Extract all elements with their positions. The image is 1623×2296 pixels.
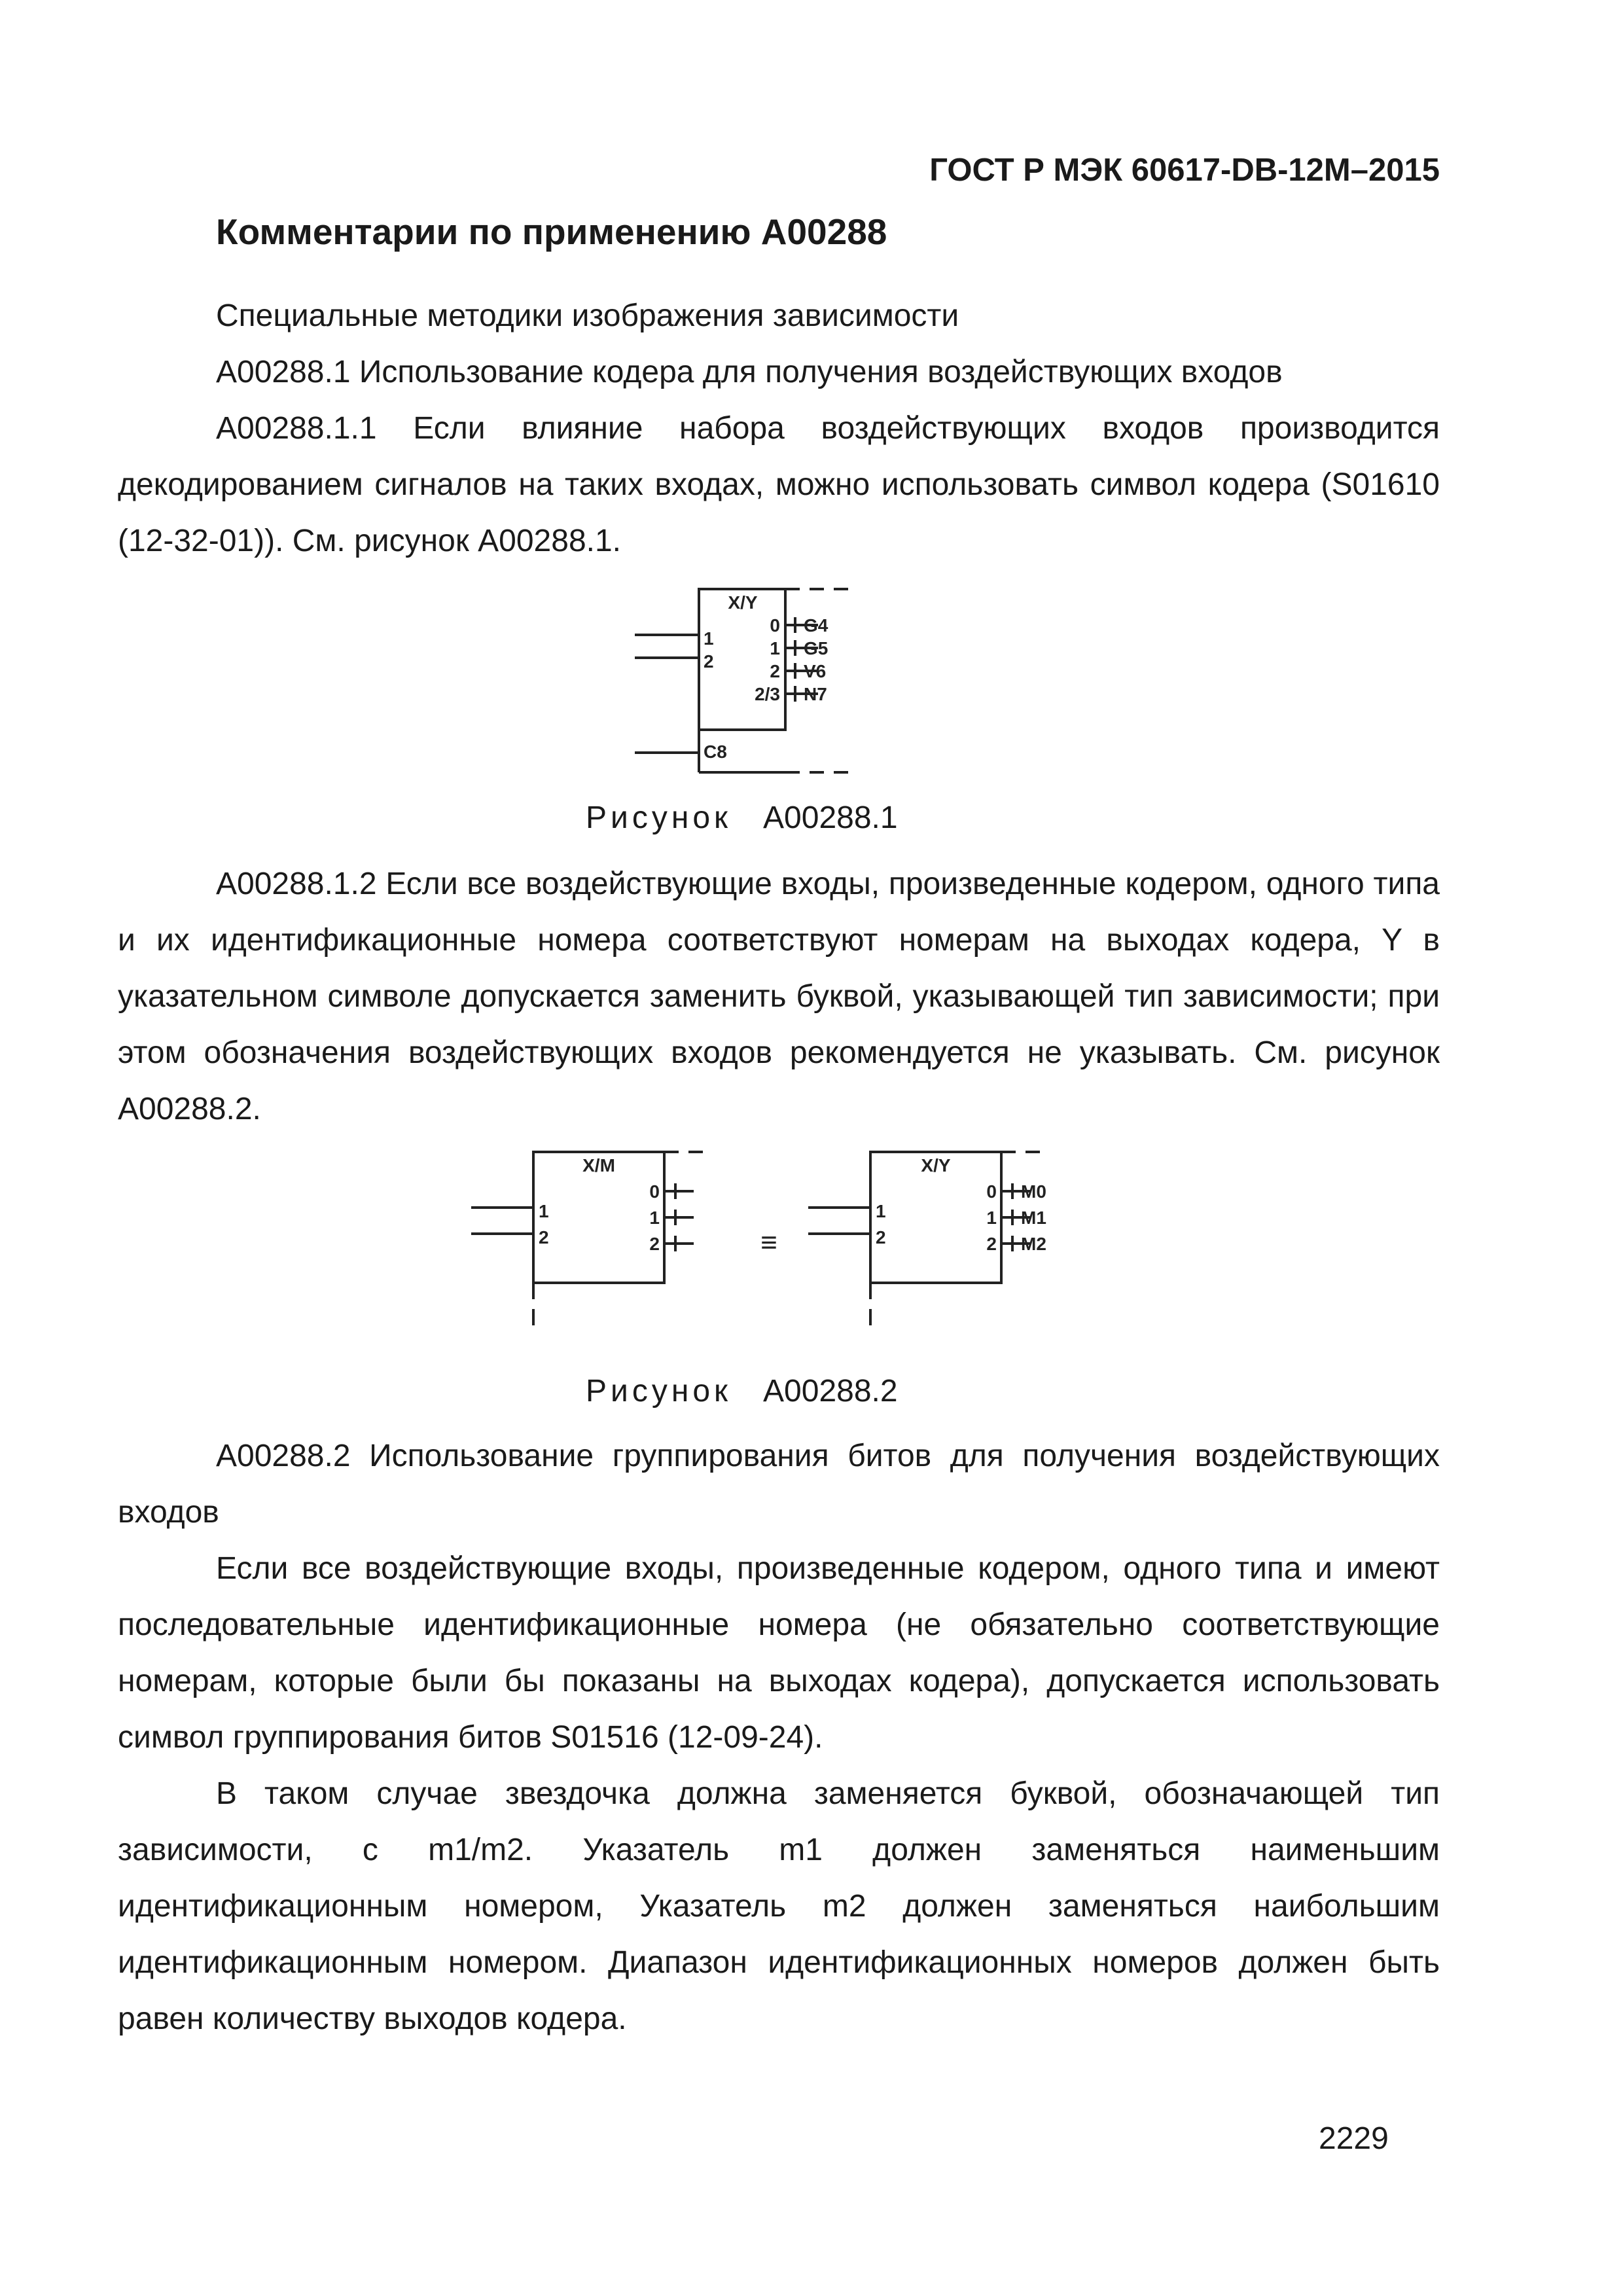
fig2-left-output: 0 — [649, 1181, 660, 1202]
figure-a00288-2-caption — [586, 1373, 898, 1409]
caption-id: A00288.1 — [763, 800, 898, 835]
figure-a00288-1-diagram — [628, 579, 916, 782]
paragraph-a00288-1-2: A00288.1.2 Если все воздействующие входы, произведенные кодером, одного типа и их идентификационные номера соответствуют номерам на выходах кодера, Y в указательном символе допускается заменить буквой, указывающей тип зависимости; при этом обозначения воздействующих входов рекомендуется не указывать. См. рисунок A00288.2. — [118, 867, 1440, 1126]
fig1-output-label: G4 — [804, 615, 829, 636]
fig2-right-output-label: M0 — [1021, 1181, 1046, 1202]
fig2-right-input-1: 1 — [876, 1201, 886, 1221]
text-block-intro — [118, 288, 1440, 569]
standard-code-header: ГОСТ Р МЭК 60617-DB-12M–2015 — [929, 152, 1440, 188]
fig1-input-2: 2 — [704, 651, 714, 672]
section-title: Комментарии по применению A00288 — [216, 211, 887, 252]
caption-id: A00288.2 — [763, 1374, 898, 1408]
fig1-output-number: 2 — [770, 661, 780, 681]
fig1-output-label: V6 — [804, 661, 827, 681]
fig1-input-1: 1 — [704, 628, 714, 649]
text-block-a00288-1-2 — [118, 856, 1440, 1138]
figure-a00288-1-caption — [586, 800, 898, 836]
fig2-right-output-number: 2 — [986, 1234, 997, 1254]
paragraph-asterisk-replacement: В таком случае звездочка должна заменяется буквой, обозначающей тип зависимости, с m1/m2. Указатель m1 должен заменяться наименьшим идентификационным номером, Указатель m2 должен заменяться наибольшим идентификационным номером. Диапазон идентификационных номеров должен быть равен количеству выходов кодера. — [118, 1776, 1440, 2036]
fig1-qualifier: X/Y — [728, 592, 758, 613]
fig2-right-output-number: 1 — [986, 1208, 997, 1228]
fig1-output-number: 2/3 — [755, 684, 780, 704]
page-number: 2229 — [1319, 2121, 1389, 2156]
fig2-right-input-2: 2 — [876, 1227, 886, 1247]
paragraph-a00288-1-1: A00288.1.1 Если влияние набора воздействующих входов производится декодированием сигналов на таких входах, можно использовать символ кодера (S01610 (12-32-01)). См. рисунок A00288.1. — [118, 411, 1440, 558]
fig1-output-number: 1 — [770, 638, 780, 658]
figure-a00288-2-diagram — [465, 1142, 1086, 1365]
equivalence-symbol: ≡ — [760, 1227, 777, 1259]
paragraph-special-methods: Специальные методики изображения зависимости — [216, 298, 959, 333]
caption-word: Рисунок — [586, 1374, 732, 1408]
fig1-control-input: C8 — [704, 742, 727, 762]
fig2-right-output-number: 0 — [986, 1181, 997, 1202]
fig2-left-output: 1 — [649, 1208, 660, 1228]
fig1-output-label: N7 — [804, 684, 827, 704]
fig2-right-output-label: M1 — [1021, 1208, 1046, 1228]
fig2-left-qualifier: X/M — [582, 1155, 615, 1175]
fig2-right-qualifier: X/Y — [921, 1155, 951, 1175]
fig1-output-label: G5 — [804, 638, 829, 658]
fig2-left-input-2: 2 — [539, 1227, 549, 1247]
paragraph-a00288-2: A00288.2 Использование группирования битов для получения воздействующих входов — [118, 1439, 1440, 1530]
fig2-left-input-1: 1 — [539, 1201, 549, 1221]
text-block-a00288-2 — [118, 1428, 1440, 2047]
fig2-left-output: 2 — [649, 1234, 660, 1254]
paragraph-bit-grouping: Если все воздействующие входы, произведенные кодером, одного типа и имеют последовательные идентификационные номера (не обязательно соответствующие номерам, которые были бы показаны на выходах кодера), допускается использовать символ группирования битов S01516 (12-09-24). — [118, 1551, 1440, 1755]
fig2-right-output-label: M2 — [1021, 1234, 1046, 1254]
fig1-output-number: 0 — [770, 615, 780, 636]
caption-word: Рисунок — [586, 800, 732, 835]
paragraph-a00288-1: A00288.1 Использование кодера для получения воздействующих входов — [216, 355, 1283, 389]
